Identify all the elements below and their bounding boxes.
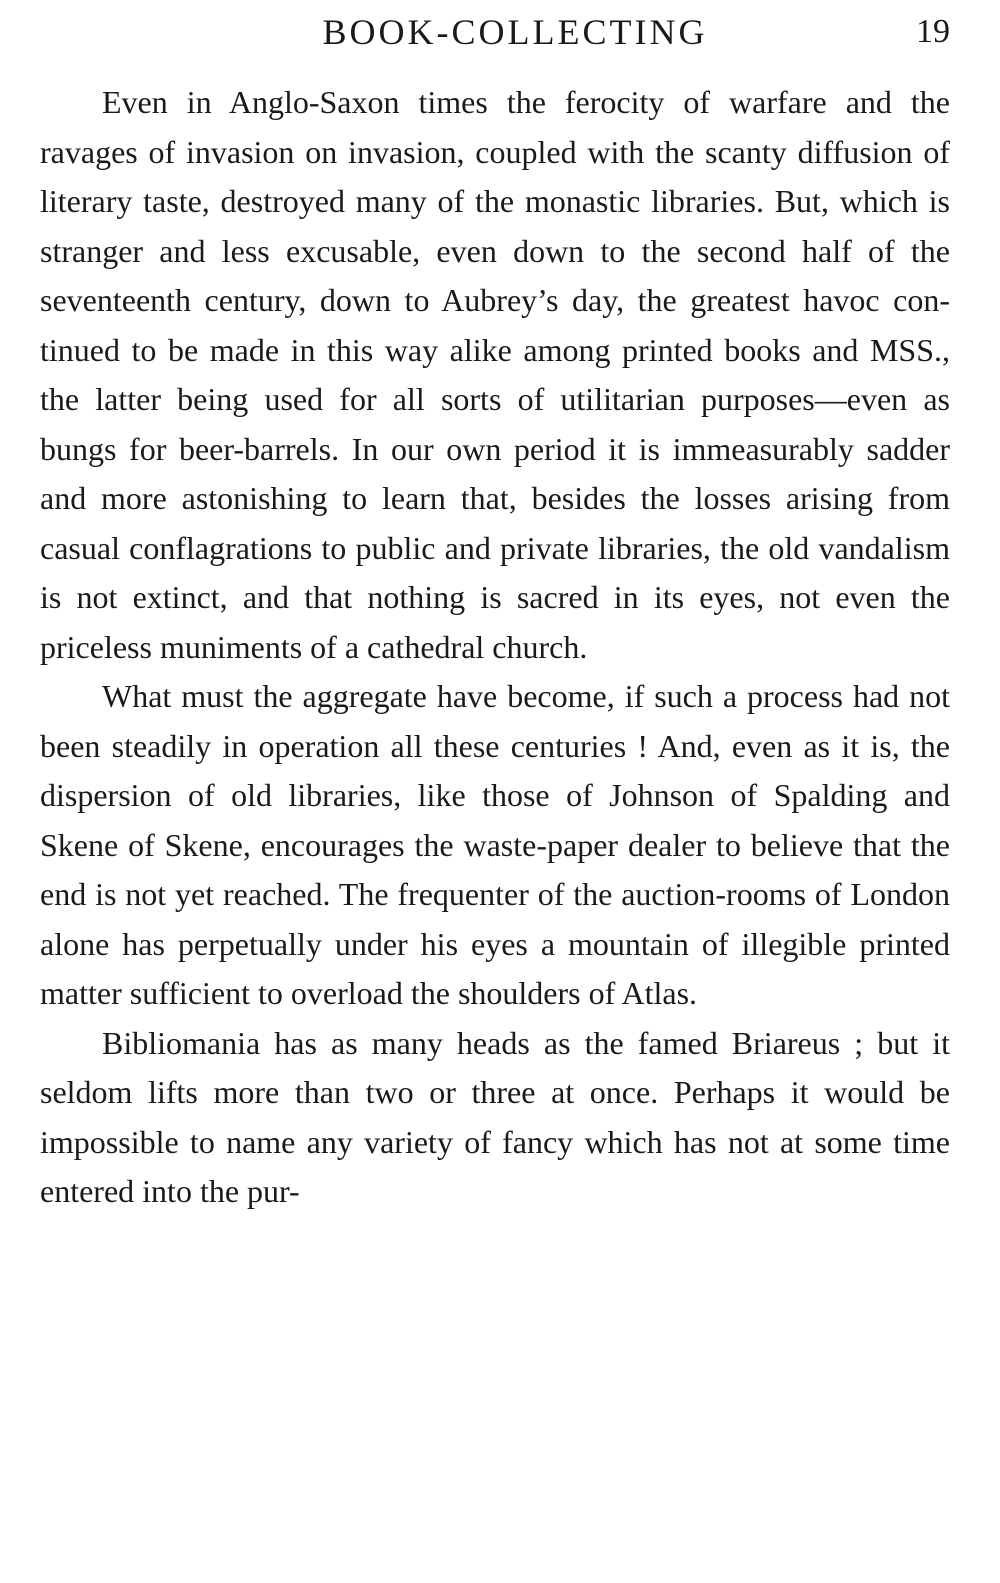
body-text	[40, 78, 950, 1217]
paragraph-anglo-saxon: Even in Anglo-Saxon times the ferocity of warfare and the ravages of invasion on invasion, coupled with the scanty diffusion of literary taste, destroyed many of the monastic libraries. But, which is stranger and less excusable, even down to the second half of the seventeenth century, down to Aubrey’s day, the greatest havoc continued to be made in this way alike among printed books and MSS., the latter being used for all sorts of utilitarian purposes—even as bungs for beer-barrels. In our own period it is immeasurably sadder and more astonishing to learn that, besides the losses arising from casual conflagrations to public and private libraries, the old vandalism is not extinct, and that nothing is sacred in its eyes, not even the priceless muniments of a cathedral church.	[40, 84, 950, 665]
paragraph-aggregate: What must the aggregate have become, if such a process had not been steadily in operation all these centuries ! And, even as it is, the dispersion of old libraries, like those of Johnson of Spalding and Skene of Skene, encourages the waste-paper dealer to believe that the end is not yet reached. The frequenter of the auction-rooms of London alone has perpetually under his eyes a mountain of illegible printed matter sufficient to overload the shoulders of Atlas.	[40, 678, 950, 1011]
running-title: BOOK-COLLECTING	[322, 12, 708, 52]
running-head	[40, 0, 950, 58]
page-number: 19	[916, 13, 950, 50]
book-page	[40, 0, 950, 1583]
paragraph-bibliomania: Bibliomania has as many heads as the famed Briareus ; but it seldom lifts more than two or three at once. Perhaps it would be impossible to name any variety of fancy which has not at some time entered into the pur-	[40, 1024, 950, 1209]
